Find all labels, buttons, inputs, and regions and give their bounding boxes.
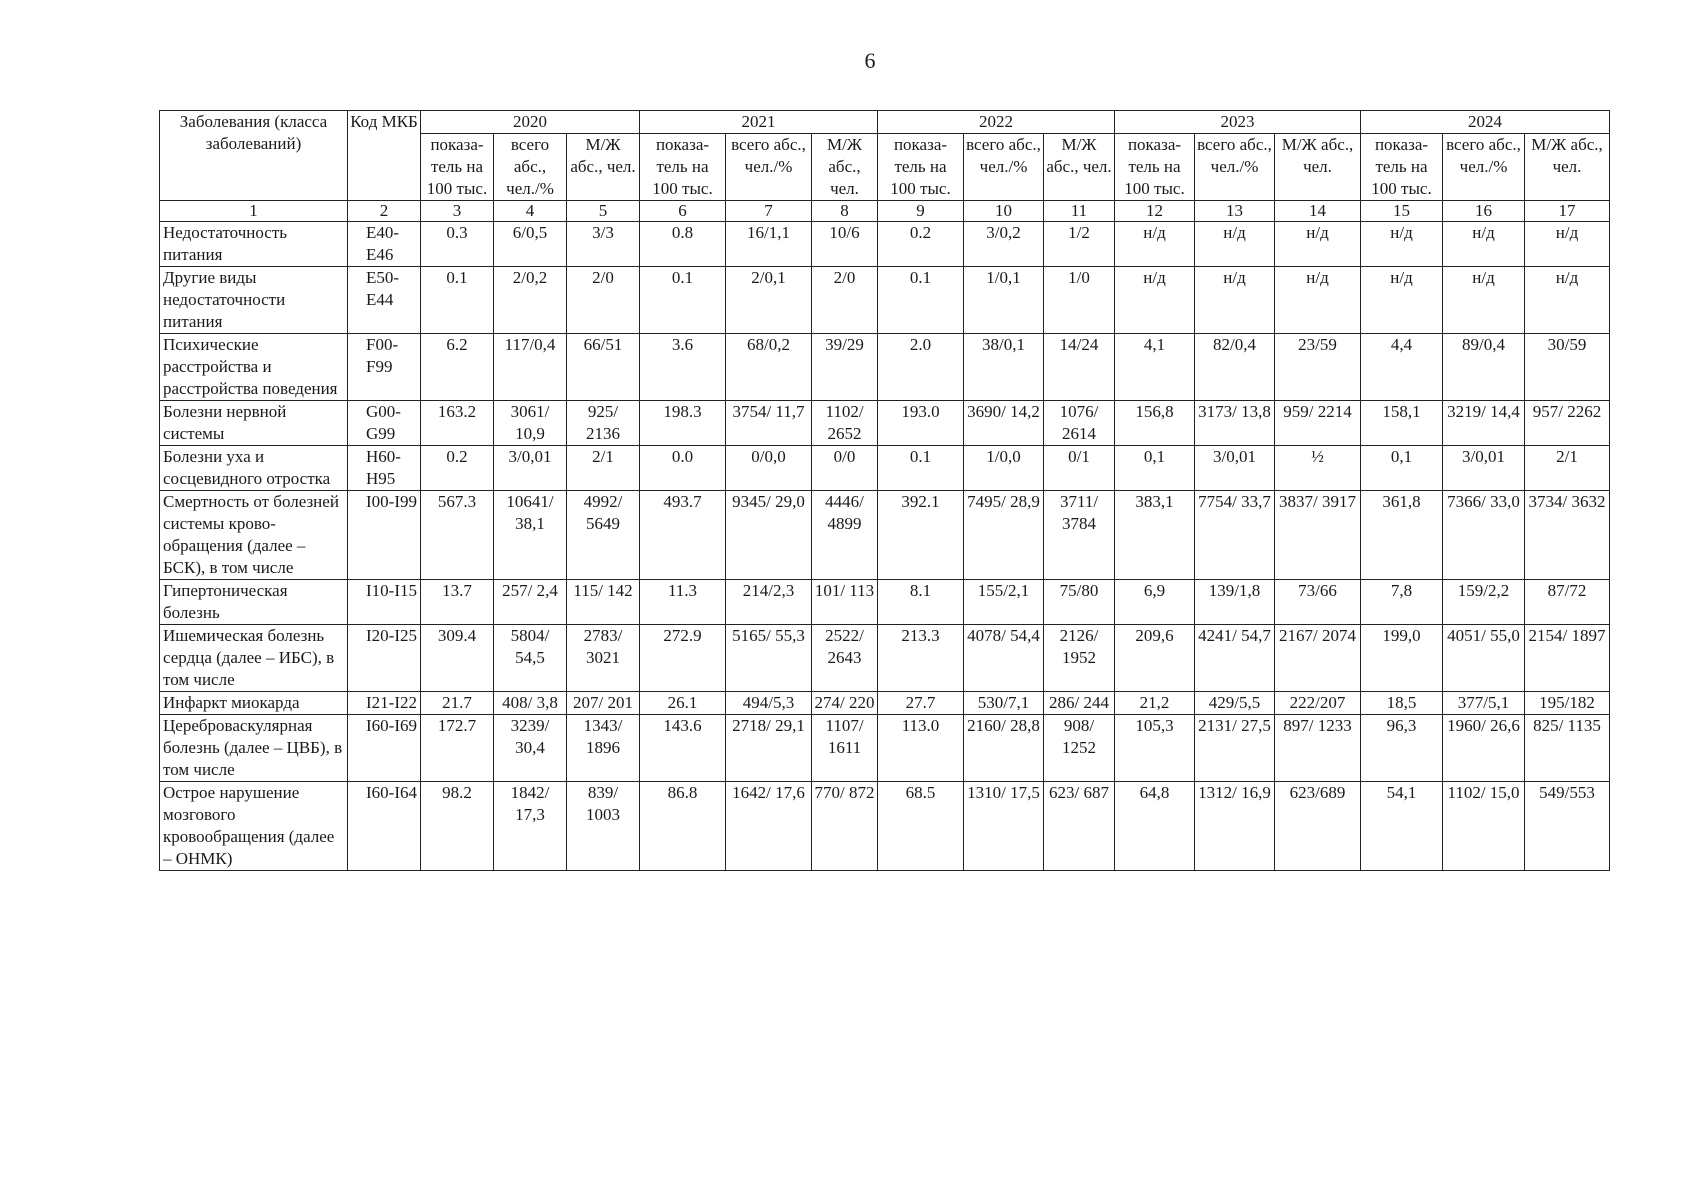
data-cell: 39/29	[812, 334, 878, 401]
data-cell: 68/0,2	[726, 334, 812, 401]
subheader-male-female: М/Ж абс., чел.	[567, 134, 640, 201]
data-cell: 2718/ 29,1	[726, 715, 812, 782]
data-cell: 959/ 2214	[1275, 401, 1361, 446]
data-cell: 30/59	[1525, 334, 1610, 401]
data-cell: 493.7	[640, 491, 726, 580]
data-cell: 1343/ 1896	[567, 715, 640, 782]
data-cell: 4078/ 54,4	[964, 625, 1044, 692]
column-number: 13	[1195, 201, 1275, 222]
data-cell: 0/0	[812, 446, 878, 491]
data-cell: 198.3	[640, 401, 726, 446]
data-cell: 1842/ 17,3	[494, 782, 567, 871]
data-cell: 1/0,0	[964, 446, 1044, 491]
data-cell: 4,4	[1361, 334, 1443, 401]
disease-name: Цереброваскулярная болезнь (далее – ЦВБ), в том числе	[160, 715, 348, 782]
column-number: 4	[494, 201, 567, 222]
table-row	[160, 715, 1610, 782]
data-cell: 10/6	[812, 222, 878, 267]
data-cell: 54,1	[1361, 782, 1443, 871]
data-cell: 897/ 1233	[1275, 715, 1361, 782]
header-row-years	[160, 111, 1610, 134]
data-cell: 257/ 2,4	[494, 580, 567, 625]
icd-code: I60-I64	[348, 782, 421, 871]
icd-code: G00-G99	[348, 401, 421, 446]
data-cell: 10641/ 38,1	[494, 491, 567, 580]
data-cell: 0,1	[1361, 446, 1443, 491]
data-cell: н/д	[1361, 267, 1443, 334]
icd-code: I00-I99	[348, 491, 421, 580]
data-cell: н/д	[1115, 267, 1195, 334]
icd-code: I10-I15	[348, 580, 421, 625]
table-row	[160, 222, 1610, 267]
data-cell: н/д	[1275, 222, 1361, 267]
data-cell: 26.1	[640, 692, 726, 715]
column-number: 2	[348, 201, 421, 222]
column-number: 11	[1044, 201, 1115, 222]
data-cell: 13.7	[421, 580, 494, 625]
data-cell: 494/5,3	[726, 692, 812, 715]
data-cell: 8.1	[878, 580, 964, 625]
data-cell: 549/553	[1525, 782, 1610, 871]
data-cell: 3711/ 3784	[1044, 491, 1115, 580]
header-disease: Заболевания (класса заболеваний)	[160, 111, 348, 201]
data-cell: 195/182	[1525, 692, 1610, 715]
subheader-total: всего абс., чел./%	[1443, 134, 1525, 201]
icd-code: F00-F99	[348, 334, 421, 401]
icd-code: I21-I22	[348, 692, 421, 715]
data-cell: 139/1,8	[1195, 580, 1275, 625]
icd-code: E50-E44	[348, 267, 421, 334]
data-cell: 5165/ 55,3	[726, 625, 812, 692]
data-cell: 115/ 142	[567, 580, 640, 625]
disease-name: Болезни уха и сосцевидного отростка	[160, 446, 348, 491]
header-year-2021: 2021	[640, 111, 878, 134]
data-cell: 213.3	[878, 625, 964, 692]
data-cell: 2167/ 2074	[1275, 625, 1361, 692]
data-cell: 0.1	[878, 267, 964, 334]
data-cell: 0.1	[421, 267, 494, 334]
data-cell: 117/0,4	[494, 334, 567, 401]
data-cell: 6.2	[421, 334, 494, 401]
data-cell: 2154/ 1897	[1525, 625, 1610, 692]
disease-name: Недостаточность питания	[160, 222, 348, 267]
data-cell: 2522/ 2643	[812, 625, 878, 692]
data-cell: 86.8	[640, 782, 726, 871]
disease-name: Болезни нервной системы	[160, 401, 348, 446]
data-cell: 209,6	[1115, 625, 1195, 692]
data-cell: 105,3	[1115, 715, 1195, 782]
data-cell: 3173/ 13,8	[1195, 401, 1275, 446]
data-cell: 286/ 244	[1044, 692, 1115, 715]
data-cell: 925/ 2136	[567, 401, 640, 446]
data-cell: 89/0,4	[1443, 334, 1525, 401]
data-cell: 6/0,5	[494, 222, 567, 267]
column-number: 16	[1443, 201, 1525, 222]
data-cell: н/д	[1195, 267, 1275, 334]
data-cell: 96,3	[1361, 715, 1443, 782]
data-cell: 2.0	[878, 334, 964, 401]
data-cell: н/д	[1361, 222, 1443, 267]
page-number: 6	[864, 48, 876, 73]
data-cell: 2/1	[1525, 446, 1610, 491]
data-cell: 4051/ 55,0	[1443, 625, 1525, 692]
table-row	[160, 580, 1610, 625]
data-cell: ½	[1275, 446, 1361, 491]
data-cell: 4241/ 54,7	[1195, 625, 1275, 692]
data-cell: 3/0,01	[494, 446, 567, 491]
subheader-total: всего абс., чел./%	[1195, 134, 1275, 201]
subheader-male-female: М/Ж абс., чел.	[1044, 134, 1115, 201]
data-cell: 0.3	[421, 222, 494, 267]
data-cell: 6,9	[1115, 580, 1195, 625]
table-row	[160, 401, 1610, 446]
data-cell: 2160/ 28,8	[964, 715, 1044, 782]
data-cell: 7366/ 33,0	[1443, 491, 1525, 580]
column-number: 6	[640, 201, 726, 222]
disease-name: Острое нарушение мозгового кровообращения (далее – ОНМК)	[160, 782, 348, 871]
subheader-rate: показа-тель на 100 тыс.	[421, 134, 494, 201]
disease-name: Другие виды недостаточности питания	[160, 267, 348, 334]
data-cell: 1312/ 16,9	[1195, 782, 1275, 871]
data-cell: 3239/ 30,4	[494, 715, 567, 782]
data-cell: 383,1	[1115, 491, 1195, 580]
icd-code: H60-H95	[348, 446, 421, 491]
data-cell: н/д	[1525, 222, 1610, 267]
subheader-rate: показа-тель на 100 тыс.	[1115, 134, 1195, 201]
data-cell: 23/59	[1275, 334, 1361, 401]
icd-code: I60-I69	[348, 715, 421, 782]
column-number: 7	[726, 201, 812, 222]
header-year-2020: 2020	[421, 111, 640, 134]
data-cell: 75/80	[1044, 580, 1115, 625]
data-cell: 163.2	[421, 401, 494, 446]
column-number: 8	[812, 201, 878, 222]
data-cell: 1960/ 26,6	[1443, 715, 1525, 782]
disease-name: Инфаркт миокарда	[160, 692, 348, 715]
data-cell: 3/0,2	[964, 222, 1044, 267]
data-cell: 172.7	[421, 715, 494, 782]
data-cell: 207/ 201	[567, 692, 640, 715]
data-cell: 274/ 220	[812, 692, 878, 715]
data-cell: 623/ 687	[1044, 782, 1115, 871]
data-cell: 1076/ 2614	[1044, 401, 1115, 446]
data-cell: 272.9	[640, 625, 726, 692]
data-cell: 3061/ 10,9	[494, 401, 567, 446]
data-cell: 4,1	[1115, 334, 1195, 401]
data-cell: 3690/ 14,2	[964, 401, 1044, 446]
column-number: 12	[1115, 201, 1195, 222]
data-cell: 156,8	[1115, 401, 1195, 446]
subheader-male-female: М/Ж абс., чел.	[812, 134, 878, 201]
data-cell: 408/ 3,8	[494, 692, 567, 715]
data-cell: 839/ 1003	[567, 782, 640, 871]
data-cell: 770/ 872	[812, 782, 878, 871]
data-cell: 0.1	[640, 267, 726, 334]
data-cell: н/д	[1115, 222, 1195, 267]
column-number: 9	[878, 201, 964, 222]
data-cell: 2/0,2	[494, 267, 567, 334]
data-cell: 429/5,5	[1195, 692, 1275, 715]
data-cell: 377/5,1	[1443, 692, 1525, 715]
data-cell: 66/51	[567, 334, 640, 401]
data-cell: 1/2	[1044, 222, 1115, 267]
data-cell: 193.0	[878, 401, 964, 446]
data-cell: 567.3	[421, 491, 494, 580]
data-cell: 155/2,1	[964, 580, 1044, 625]
table-row	[160, 782, 1610, 871]
disease-name: Смертность от болезней системы крово-обращения (далее – БСК), в том числе	[160, 491, 348, 580]
data-cell: 2126/ 1952	[1044, 625, 1115, 692]
data-cell: н/д	[1195, 222, 1275, 267]
data-cell: 1107/ 1611	[812, 715, 878, 782]
data-cell: 2/0	[567, 267, 640, 334]
data-cell: 3/0,01	[1443, 446, 1525, 491]
data-cell: 0,1	[1115, 446, 1195, 491]
data-cell: 113.0	[878, 715, 964, 782]
column-number: 5	[567, 201, 640, 222]
data-cell: 1102/ 2652	[812, 401, 878, 446]
data-cell: 0.1	[878, 446, 964, 491]
data-cell: 14/24	[1044, 334, 1115, 401]
data-cell: 3.6	[640, 334, 726, 401]
data-cell: 530/7,1	[964, 692, 1044, 715]
data-cell: 21.7	[421, 692, 494, 715]
column-number: 14	[1275, 201, 1361, 222]
disease-name: Психические расстройства и расстройства поведения	[160, 334, 348, 401]
column-number: 3	[421, 201, 494, 222]
data-cell: 2/0	[812, 267, 878, 334]
icd-code: E40-E46	[348, 222, 421, 267]
data-cell: 64,8	[1115, 782, 1195, 871]
data-cell: 3734/ 3632	[1525, 491, 1610, 580]
table-row	[160, 491, 1610, 580]
data-cell: 1102/ 15,0	[1443, 782, 1525, 871]
data-cell: 1/0,1	[964, 267, 1044, 334]
subheader-rate: показа-тель на 100 тыс.	[1361, 134, 1443, 201]
data-cell: н/д	[1275, 267, 1361, 334]
data-cell: 0/0,0	[726, 446, 812, 491]
data-cell: 5804/ 54,5	[494, 625, 567, 692]
data-cell: 2783/ 3021	[567, 625, 640, 692]
data-cell: 222/207	[1275, 692, 1361, 715]
header-year-2024: 2024	[1361, 111, 1610, 134]
data-cell: 11.3	[640, 580, 726, 625]
data-cell: 82/0,4	[1195, 334, 1275, 401]
subheader-rate: показа-тель на 100 тыс.	[878, 134, 964, 201]
table-body	[160, 222, 1610, 871]
data-cell: 9345/ 29,0	[726, 491, 812, 580]
data-cell: 87/72	[1525, 580, 1610, 625]
column-number: 10	[964, 201, 1044, 222]
disease-name: Ишемическая болезнь сердца (далее – ИБС), в том числе	[160, 625, 348, 692]
data-cell: 7495/ 28,9	[964, 491, 1044, 580]
data-cell: н/д	[1443, 267, 1525, 334]
data-cell: 101/ 113	[812, 580, 878, 625]
table-row	[160, 625, 1610, 692]
data-cell: 143.6	[640, 715, 726, 782]
data-cell: 0.2	[421, 446, 494, 491]
data-cell: 361,8	[1361, 491, 1443, 580]
data-cell: 4446/ 4899	[812, 491, 878, 580]
data-cell: 2131/ 27,5	[1195, 715, 1275, 782]
data-cell: 4992/ 5649	[567, 491, 640, 580]
data-cell: 18,5	[1361, 692, 1443, 715]
subheader-total: всего абс., чел./%	[494, 134, 567, 201]
data-cell: 27.7	[878, 692, 964, 715]
column-number: 15	[1361, 201, 1443, 222]
header-year-2022: 2022	[878, 111, 1115, 134]
data-cell: 309.4	[421, 625, 494, 692]
disease-name: Гипертоническая болезнь	[160, 580, 348, 625]
data-cell: н/д	[1525, 267, 1610, 334]
data-cell: 825/ 1135	[1525, 715, 1610, 782]
data-cell: 2/1	[567, 446, 640, 491]
data-cell: 957/ 2262	[1525, 401, 1610, 446]
table-row	[160, 334, 1610, 401]
data-cell: 199,0	[1361, 625, 1443, 692]
data-cell: 21,2	[1115, 692, 1195, 715]
data-cell: 16/1,1	[726, 222, 812, 267]
data-cell: 0.8	[640, 222, 726, 267]
subheader-total: всего абс., чел./%	[964, 134, 1044, 201]
data-cell: 38/0,1	[964, 334, 1044, 401]
data-cell: 98.2	[421, 782, 494, 871]
data-cell: 7,8	[1361, 580, 1443, 625]
table-row	[160, 692, 1610, 715]
data-cell: 158,1	[1361, 401, 1443, 446]
data-cell: 3754/ 11,7	[726, 401, 812, 446]
data-cell: 73/66	[1275, 580, 1361, 625]
column-number-row	[160, 201, 1610, 222]
data-cell: 1/0	[1044, 267, 1115, 334]
data-cell: н/д	[1443, 222, 1525, 267]
data-cell: 68.5	[878, 782, 964, 871]
data-cell: 3219/ 14,4	[1443, 401, 1525, 446]
header-year-2023: 2023	[1115, 111, 1361, 134]
icd-code: I20-I25	[348, 625, 421, 692]
data-cell: 0.2	[878, 222, 964, 267]
table-row	[160, 446, 1610, 491]
data-cell: 392.1	[878, 491, 964, 580]
subheader-total: всего абс., чел./%	[726, 134, 812, 201]
data-cell: 214/2,3	[726, 580, 812, 625]
data-cell: 1642/ 17,6	[726, 782, 812, 871]
data-cell: 0/1	[1044, 446, 1115, 491]
data-cell: 908/ 1252	[1044, 715, 1115, 782]
subheader-rate: показа-тель на 100 тыс.	[640, 134, 726, 201]
data-cell: 3837/ 3917	[1275, 491, 1361, 580]
data-cell: 3/3	[567, 222, 640, 267]
column-number: 17	[1525, 201, 1610, 222]
subheader-male-female: М/Ж абс., чел.	[1525, 134, 1610, 201]
data-cell: 2/0,1	[726, 267, 812, 334]
header-icd-code: Код МКБ	[348, 111, 421, 201]
data-cell: 7754/ 33,7	[1195, 491, 1275, 580]
column-number: 1	[160, 201, 348, 222]
data-cell: 159/2,2	[1443, 580, 1525, 625]
data-cell: 1310/ 17,5	[964, 782, 1044, 871]
data-cell: 3/0,01	[1195, 446, 1275, 491]
disease-statistics-table	[159, 110, 1610, 871]
data-cell: 623/689	[1275, 782, 1361, 871]
table-row	[160, 267, 1610, 334]
data-cell: 0.0	[640, 446, 726, 491]
subheader-male-female: М/Ж абс., чел.	[1275, 134, 1361, 201]
